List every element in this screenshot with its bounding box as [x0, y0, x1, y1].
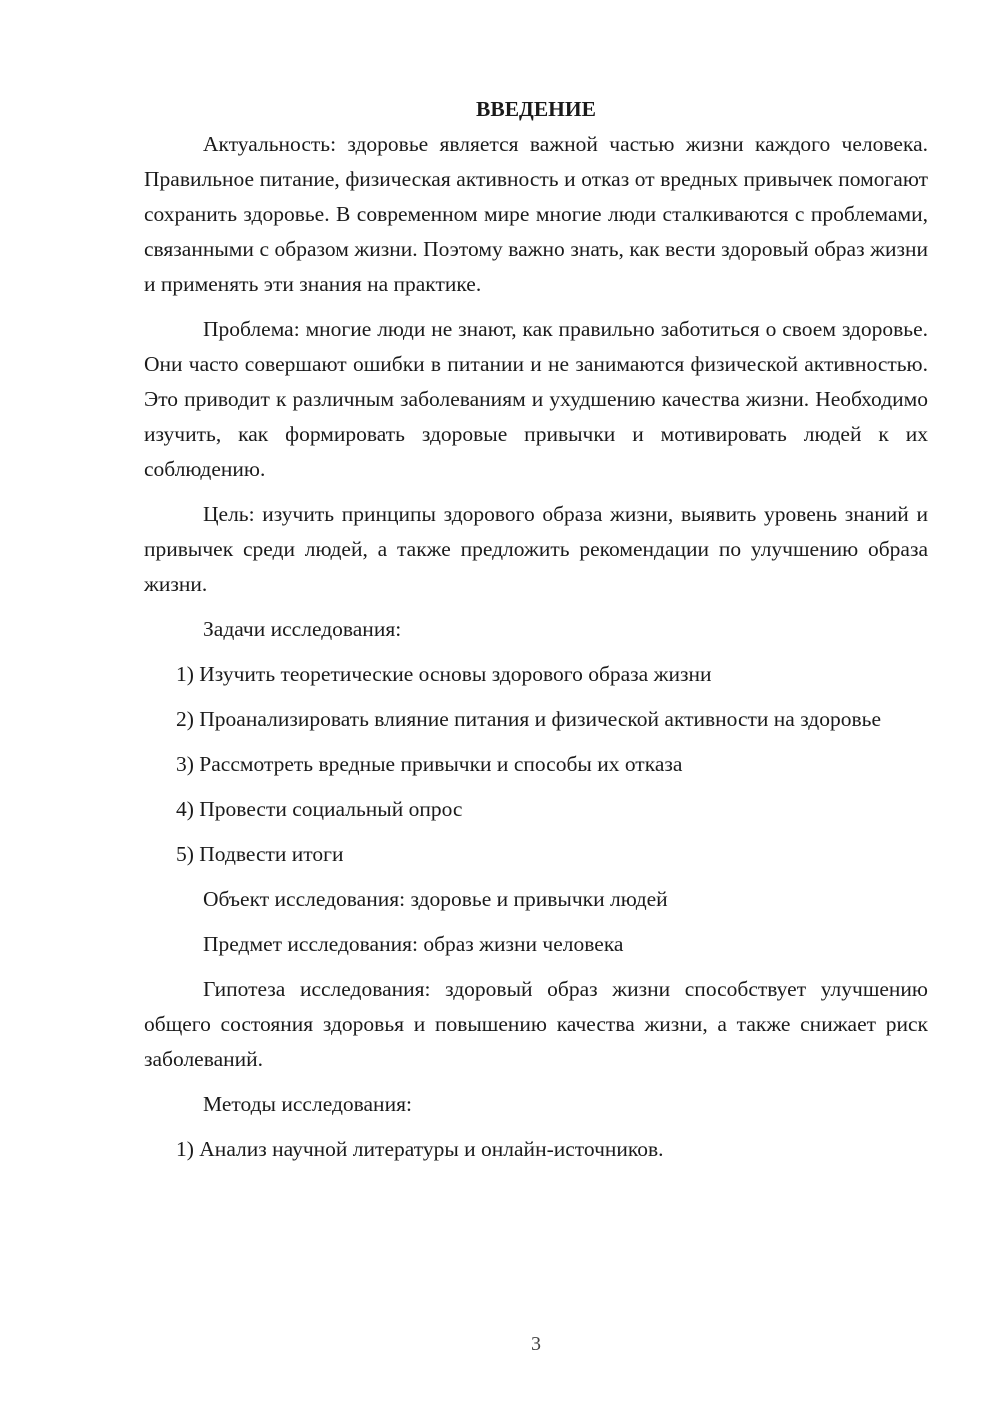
goal-paragraph: Цель: изучить принципы здорового образа жизни, выявить уровень знаний и привычек среди людей, а также предложить рекомендации по улучшению образа жизни.: [144, 502, 928, 596]
page-number: 3: [531, 1333, 541, 1355]
task-item: 1) Изучить теоретические основы здорового образа жизни: [176, 662, 712, 686]
task-item: 2) Проанализировать влияние питания и физической активности на здоровье: [176, 707, 881, 731]
task-item: 5) Подвести итоги: [176, 842, 344, 866]
methods-heading: Методы исследования:: [203, 1092, 412, 1116]
subject-line: Предмет исследования: образ жизни человека: [203, 932, 624, 956]
relevance-paragraph: Актуальность: здоровье является важной частью жизни каждого человека. Правильное питание, физическая активность и отказ от вредных привычек помогают сохранить здоровье. В современном мире многие люди сталкиваются с проблемами, связанными с образом жизни. Поэтому важно знать, как вести здоровый образ жизни и применять эти знания на практике.: [144, 132, 928, 296]
method-item: 1) Анализ научной литературы и онлайн-источников.: [176, 1137, 664, 1161]
task-item: 3) Рассмотреть вредные привычки и способы их отказа: [176, 752, 683, 776]
tasks-heading: Задачи исследования:: [203, 617, 402, 641]
hypothesis-paragraph: Гипотеза исследования: здоровый образ жизни способствует улучшению общего состояния здоровья и повышению качества жизни, а также снижает риск заболеваний.: [144, 977, 928, 1071]
document-page: [144, 92, 928, 1177]
problem-paragraph: Проблема: многие люди не знают, как правильно заботиться о своем здоровье. Они часто совершают ошибки в питании и не занимаются физической активностью. Это приводит к различным заболеваниям и ухудшению качества жизни. Необходимо изучить, как формировать здоровые привычки и мотивировать людей к их соблюдению.: [144, 317, 928, 481]
page-title: ВВЕДЕНИЕ: [476, 97, 596, 121]
task-item: 4) Провести социальный опрос: [176, 797, 463, 821]
object-line: Объект исследования: здоровье и привычки людей: [203, 887, 668, 911]
